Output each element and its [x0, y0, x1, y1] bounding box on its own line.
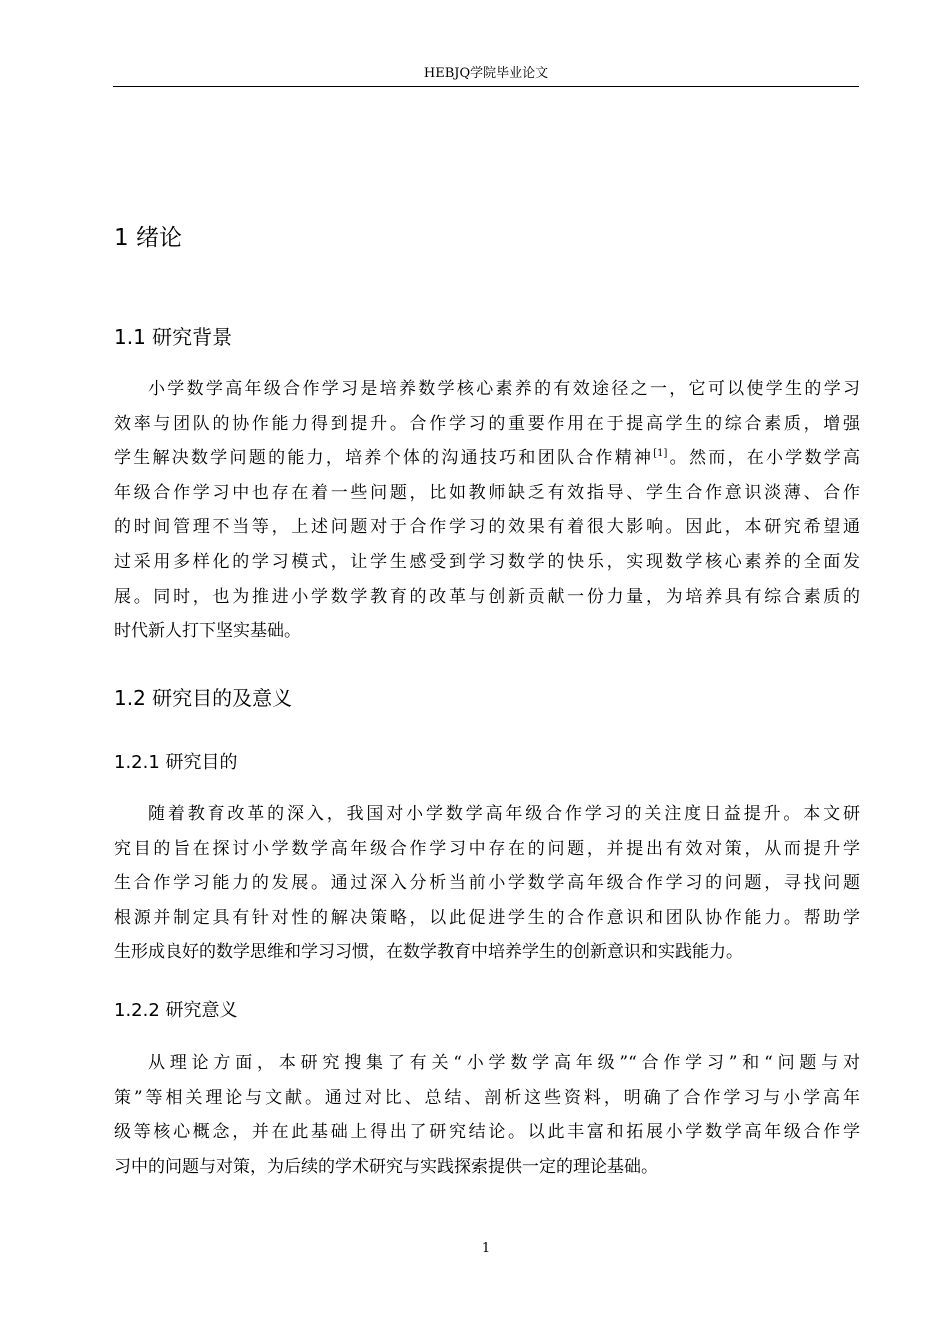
paragraph-line: 效率与团队的协作能力得到提升。合作学习的重要作用在于提高学生的综合素质，增强: [114, 413, 860, 434]
paragraph-line: 根源并制定具有针对性的解决策略，以此促进学生的合作意识和团队协作能力。帮助学: [114, 907, 860, 928]
paragraph-line: 时代新人打下坚实基础。: [114, 621, 301, 642]
paragraph-line: 习中的问题与对策，为后续的学术研究与实践探索提供一定的理论基础。: [114, 1156, 658, 1177]
subsection-title-research-purpose: 1.2.1 研究目的: [114, 752, 238, 773]
paragraph-text: 学生解决数学问题的能力，培养个体的沟通技巧和团队合作精神: [114, 448, 654, 469]
paragraph-line: 的时间管理不当等，上述问题对于合作学习的效果有着很大影响。因此，本研究希望通: [114, 517, 860, 538]
paragraph-line: 年级合作学习中也存在着一些问题，比如教师缺乏有效指导、学生合作意识淡薄、合作: [114, 482, 860, 503]
paragraph-line: 策”等相关理论与文献。通过对比、总结、剖析这些资料，明确了合作学习与小学高年: [114, 1087, 860, 1108]
paragraph-line: 展。同时，也为推进小学数学教育的改革与创新贡献一份力量，为培养具有综合素质的: [114, 586, 860, 607]
paragraph-line: 过采用多样化的学习模式，让学生感受到学习数学的快乐，实现数学核心素养的全面发: [114, 551, 860, 572]
subsection-title-research-significance: 1.2.2 研究意义: [114, 1000, 238, 1021]
paragraph-research-background: [114, 372, 860, 649]
paragraph-line: 究目的旨在探讨小学数学高年级合作学习中存在的问题，并提出有效对策，从而提升学: [114, 838, 860, 859]
section-title-research-background: 1.1 研究背景: [114, 325, 233, 349]
header-divider: [113, 86, 859, 87]
page-header: HEBJQ学院毕业论文: [423, 66, 549, 81]
paragraph-line: 小学数学高年级合作学习是培养数学核心素养的有效途径之一，它可以使学生的学习: [148, 379, 860, 399]
paragraph-text: 。然而，在小学数学高: [667, 448, 861, 469]
paragraph-line: [114, 441, 860, 476]
paragraph-line: 级等核心概念，并在此基础上得出了研究结论。以此丰富和拓展小学数学高年级合作学: [114, 1122, 860, 1143]
paragraph-research-significance: [114, 1046, 860, 1184]
section-title-purpose-significance: 1.2 研究目的及意义: [114, 686, 293, 710]
paragraph-research-purpose: [114, 797, 860, 970]
paragraph-line: 生形成良好的数学思维和学习习惯，在数学教育中培养学生的创新意识和实践能力。: [114, 942, 743, 963]
chapter-title: 1 绪论: [114, 225, 182, 251]
page-number: 1: [481, 1241, 491, 1256]
paragraph-line: 从理论方面，本研究搜集了有关“小学数学高年级”“合作学习”和“问题与对: [148, 1053, 860, 1073]
paragraph-line: 随着教育改革的深入，我国对小学数学高年级合作学习的关注度日益提升。本文研: [148, 804, 860, 824]
paragraph-line: 生合作学习能力的发展。通过深入分析当前小学数学高年级合作学习的问题，寻找问题: [114, 873, 860, 894]
citation-marker[interactable]: [1]: [653, 448, 668, 460]
